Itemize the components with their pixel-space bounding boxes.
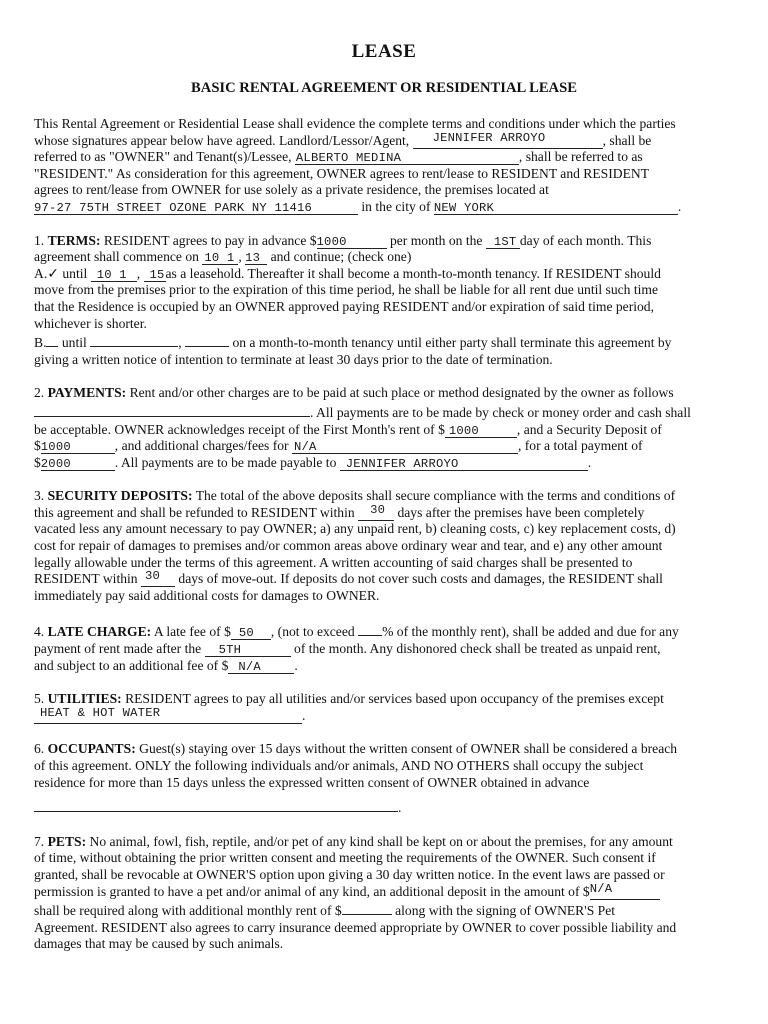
document-subtitle: BASIC RENTAL AGREEMENT OR RESIDENTIAL LEASE	[191, 80, 577, 96]
late-text: % of the monthly rent), shall be added and due for any	[382, 624, 679, 640]
utilities-section	[34, 691, 720, 724]
late-after-day-field[interactable]: 5TH	[218, 643, 242, 658]
late-text: and subject to an additional fee of $	[34, 657, 229, 673]
document-title: LEASE	[351, 41, 417, 62]
option-b-checkbox[interactable]	[46, 332, 58, 347]
end-year-field[interactable]: 15	[149, 267, 165, 282]
intro-text: , shall be referred to as	[518, 149, 643, 165]
occupants-list-field[interactable]	[34, 797, 398, 812]
total-payment-field[interactable]: 2000	[40, 456, 71, 471]
accounting-days-field[interactable]: 30	[145, 569, 161, 584]
option-b-year-field[interactable]	[185, 332, 229, 347]
late-text: of the month. Any dishonored check shall be treated as unpaid rent,	[294, 641, 661, 657]
security-line: legally allowable under the terms of this agreement. A written accounting of said charges shall be presented to	[34, 554, 633, 570]
pets-text: along with the signing of OWNER'S Pet	[395, 903, 616, 919]
pets-section	[34, 834, 720, 953]
occupants-line: residence for more than 15 days unless the expressed written consent of OWNER obtained in advance	[34, 774, 590, 790]
terms-line: move from the premises prior to the expiration of this time period, he shall be liable for all rent due until such time	[34, 282, 659, 298]
occupants-line: of this agreement. ONLY the following individuals and/or animals, AND NO OTHERS shall occupy the subject	[34, 758, 644, 773]
dishonored-check-fee-field[interactable]: N/A	[238, 659, 261, 674]
comma: ,	[238, 249, 242, 265]
pets-text: No animal, fowl, fish, reptile, and/or pet of any kind shall be kept on or about the premises, for any amount	[89, 833, 673, 849]
late-charge-heading: LATE CHARGE:	[47, 624, 152, 640]
security-line: immediately pay said additional costs for damages to OWNER.	[34, 587, 380, 603]
intro-line: "RESIDENT." As consideration for this agreement, OWNER agrees to rent/lease to RESIDENT and RESIDENT	[34, 165, 650, 181]
terms-text: day of each month. This	[519, 232, 652, 248]
security-deposit-field[interactable]: 1000	[40, 440, 71, 455]
security-text: this agreement and shall be refunded to RESIDENT within	[34, 504, 355, 520]
utilities-exception-field[interactable]: HEAT & HOT WATER	[40, 705, 161, 720]
section-number: 1.	[34, 232, 45, 248]
payment-method-field[interactable]	[34, 402, 310, 417]
terms-text: on a month-to-month tenancy until either party shall terminate this agreement by	[232, 335, 672, 351]
intro-text: , shall be	[602, 132, 652, 148]
section-number: 3.	[34, 488, 45, 504]
monthly-rent-field[interactable]: 1000	[316, 234, 347, 249]
first-month-rent-field[interactable]: 1000	[448, 423, 479, 438]
landlord-name-field[interactable]: JENNIFER ARROYO	[432, 130, 546, 145]
terms-text: until	[61, 335, 87, 351]
pets-heading: PETS:	[47, 833, 87, 849]
option-b-label: B.	[34, 335, 47, 351]
security-line: cost for repair of damages to premises and/or common areas above ordinary wear and tear, and e) any other amount	[34, 538, 663, 554]
payments-text: be acceptable. OWNER acknowledges receipt of the First Month's rent of $	[34, 421, 445, 437]
occupants-section	[34, 741, 720, 816]
due-day-field[interactable]: 1ST	[493, 234, 517, 249]
utilities-text: .	[302, 707, 306, 723]
security-deposits-heading: SECURITY DEPOSITS:	[47, 488, 193, 504]
premises-address-field[interactable]: 97-27 75TH STREET OZONE PARK NY 11416	[34, 200, 313, 215]
intro-paragraph	[34, 116, 720, 216]
terms-text: as a leasehold. Thereafter it shall become a month-to-month tenancy. If RESIDENT should	[165, 265, 661, 281]
terms-line: whichever is shorter.	[34, 315, 147, 331]
late-fee-field[interactable]: 50	[238, 626, 254, 641]
late-text: , (not to exceed	[270, 624, 355, 640]
late-text: .	[294, 657, 298, 673]
payments-text: . All payments are to be made payable to	[114, 454, 337, 470]
refund-days-field[interactable]: 30	[370, 502, 386, 517]
utilities-text: RESIDENT agrees to pay all utilities and/or services based upon occupancy of the premises except	[125, 691, 664, 707]
section-number: 5.	[34, 691, 45, 707]
option-a-label: A.	[34, 265, 48, 281]
terms-text: agreement shall commence on	[34, 249, 199, 265]
payments-text: , and a Security Deposit of	[516, 421, 662, 437]
intro-line: This Rental Agreement or Residential Lease shall evidence the complete terms and conditions under which the parties	[34, 116, 676, 131]
pets-text: permission is granted to have a pet and/or animal of any kind, an additional deposit in the amount of $	[34, 883, 590, 899]
late-charge-section	[34, 621, 720, 674]
pets-line: of time, without obtaining the prior written consent and meeting the requirements of the OWNER. Such consent if	[34, 850, 656, 866]
dollar-sign: $	[34, 454, 41, 470]
terms-heading: TERMS:	[47, 232, 101, 248]
pets-line: Agreement. RESIDENT also agrees to carry insurance deemed appropriate by OWNER to cover possible liability and	[34, 919, 677, 935]
end-month-day-field[interactable]: 10 1	[96, 267, 127, 282]
pet-monthly-rent-field[interactable]	[342, 900, 392, 915]
comma: ,	[178, 335, 182, 351]
section-number: 7.	[34, 833, 45, 849]
payments-heading: PAYMENTS:	[47, 385, 127, 401]
late-text: A late fee of $	[153, 624, 231, 640]
option-a-checkmark-icon[interactable]: ✓	[47, 265, 59, 282]
section-number: 6.	[34, 741, 45, 757]
security-text: RESIDENT within	[34, 571, 138, 587]
occupants-text: .	[398, 800, 402, 816]
dollar-sign: $	[34, 438, 41, 454]
terms-text: RESIDENT agrees to pay in advance $	[103, 232, 317, 248]
payments-section	[34, 385, 720, 471]
terms-text: and continue; (check one)	[270, 249, 412, 265]
section-number: 4.	[34, 624, 45, 640]
intro-text: referred to as "OWNER" and Tenant(s)/Lessee,	[34, 149, 292, 165]
security-deposits-section	[34, 488, 720, 604]
comma: ,	[136, 265, 141, 281]
payments-text: , for a total payment of	[517, 438, 643, 454]
payments-text: .	[587, 454, 592, 470]
payments-text: . All payments are to be made by check or money order and cash shall	[310, 404, 691, 420]
security-text: days after the premises have been completely	[397, 504, 645, 520]
payments-text: , and additional charges/fees for	[114, 438, 289, 454]
tenant-name-field[interactable]: ALBERTO MEDINA	[295, 151, 402, 166]
security-text: days of move-out. If deposits do not cover such costs and damages, the RESIDENT shall	[178, 571, 663, 587]
start-month-day-field[interactable]: 10 1	[204, 251, 235, 266]
terms-section	[34, 233, 720, 369]
late-text: payment of rent made after the	[34, 641, 202, 657]
terms-line: giving a written notice of intention to terminate at least 30 days prior to the date of termination.	[34, 351, 553, 367]
option-b-date-field[interactable]	[90, 332, 178, 347]
additional-charges-field[interactable]: N/A	[293, 440, 317, 455]
pets-line: granted, shall be revocable at OWNER'S option upon giving a 30 day written notice. In the event laws are passed or	[34, 866, 665, 882]
pets-text: shall be required along with additional monthly rent of $	[34, 903, 342, 919]
occupants-text: Guest(s) staying over 15 days without the written consent of OWNER shall be considered a breach	[139, 741, 678, 757]
payable-to-field[interactable]: JENNIFER ARROYO	[345, 456, 459, 471]
intro-text: .	[677, 198, 682, 214]
terms-line: that the Residence is occupied by an OWNER approved paying RESIDENT and/or expiration of said time period,	[34, 298, 654, 314]
pet-deposit-field[interactable]: N/A	[589, 881, 613, 896]
city-field[interactable]: NEW YORK	[433, 200, 495, 215]
payments-text: Rent and/or other charges are to be paid at such place or method designated by the owner as follows	[129, 385, 674, 401]
late-percent-field[interactable]	[358, 621, 382, 636]
utilities-heading: UTILITIES:	[47, 691, 122, 707]
security-line: vacated less any amount necessary to pay OWNER; a) any unpaid rent, b) cleaning costs, c) key replacement costs, d)	[34, 521, 676, 537]
terms-text: until	[62, 265, 88, 281]
start-year-field[interactable]: 13	[245, 251, 261, 266]
security-text: The total of the above deposits shall secure compliance with the terms and conditions of	[195, 488, 676, 504]
intro-text: in the city of	[361, 198, 431, 214]
terms-text: per month on the	[389, 232, 483, 248]
intro-text: whose signatures appear below have agreed. Landlord/Lessor/Agent,	[34, 132, 410, 148]
pets-line: damages that may be caused by such animals.	[34, 936, 284, 952]
section-number: 2.	[34, 385, 45, 401]
occupants-heading: OCCUPANTS:	[47, 741, 136, 757]
intro-line: agrees to rent/lease from OWNER for use solely as a private residence, the premises located at	[34, 182, 549, 198]
